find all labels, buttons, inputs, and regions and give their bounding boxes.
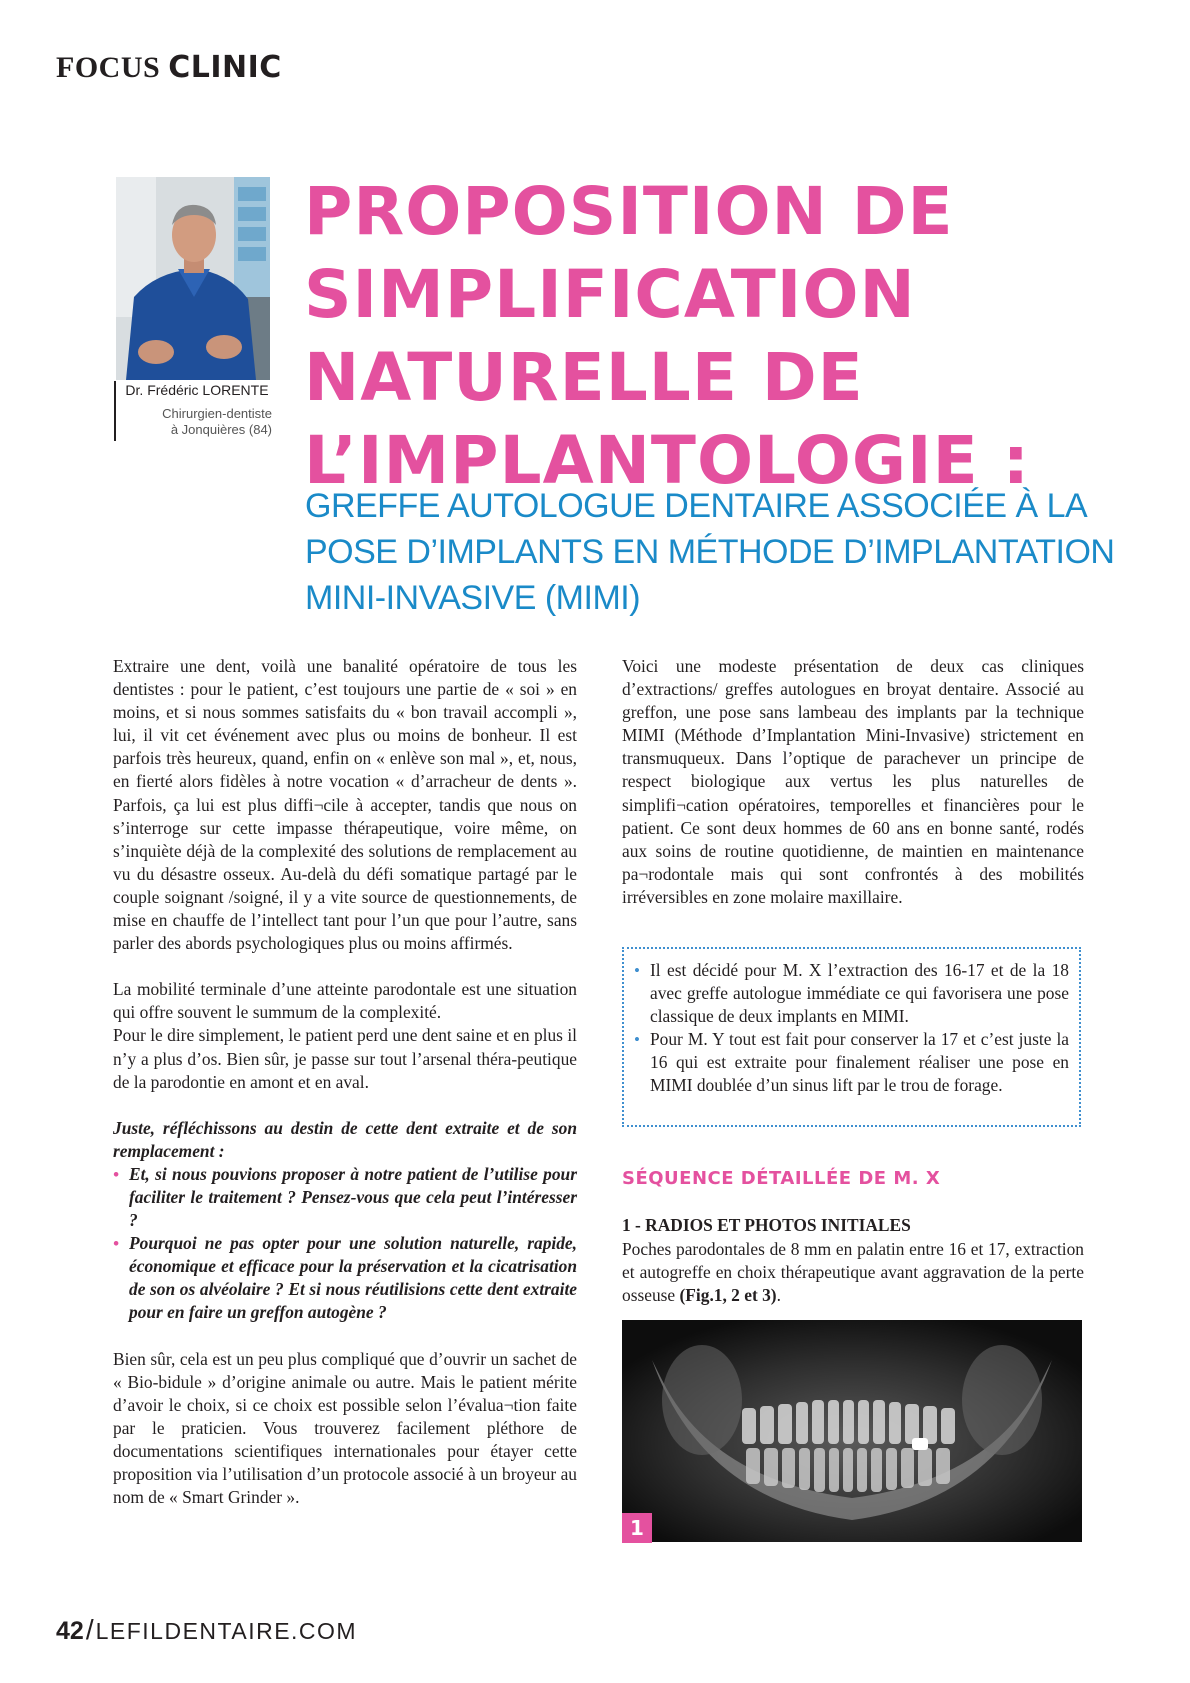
cases-list	[634, 959, 1069, 1098]
footer-slash: /	[85, 1614, 94, 1645]
site-name: LEFILDENTAIRE.COM	[95, 1618, 358, 1644]
question-text: Et, si nous pouvions proposer à notre patient de l’utilise pour faciliter le traitement ? Pensez-vous que cela peut l’intéresser ?	[129, 1163, 577, 1231]
rubric-clinic: CLINIC	[168, 50, 282, 85]
panoramic-xray-image	[622, 1320, 1082, 1542]
page-footer	[56, 1614, 357, 1646]
list-item	[634, 1028, 1069, 1097]
author-role	[122, 406, 272, 438]
subsection-body: Poches parodontales de 8 mm en palatin entre 16 et 17, extraction et autogreffe en choix thérapeutique avant aggravation de la perte osseuse	[622, 1239, 1084, 1306]
list-item	[113, 1232, 577, 1324]
section-heading: SÉQUENCE DÉTAILLÉE DE M. X	[622, 1168, 941, 1189]
subsection-heading: 1 - RADIOS ET PHOTOS INITIALES	[622, 1215, 911, 1235]
sentence-end: .	[776, 1285, 781, 1306]
simple-paragraph: Pour le dire simplement, le patient perd une dent saine et en plus il n’y a plus d’os. Bien sûr, je passe sur tout l’arsenal théra-peutique de la parodontie en amont et en aval.	[113, 1025, 577, 1092]
author-photo	[116, 177, 270, 380]
list-item	[113, 1163, 577, 1232]
grinder-paragraph: Bien sûr, cela est un peu plus compliqué que d’ouvrir un sachet de « Bio-bidule » d’origine animale ou autre. Mais le patient mérite d’avoir le choix, si ce choix est possible selon l’évalua¬tion faite par le praticien. Vous trouverez facilement pléthore de documentations scientifiques internationales pour étayer cette proposition via l’utilisation d’un protocole associé à un broyeur au nom de « Smart Grinder ».	[113, 1348, 577, 1508]
section-rubric	[56, 50, 282, 85]
rubric-focus: FOCUS	[56, 51, 161, 84]
author-location: à Jonquières (84)	[170, 422, 272, 437]
cases-box	[622, 947, 1081, 1127]
author-name: Dr. Frédéric LORENTE	[125, 382, 269, 398]
case-y-text: Pour M. Y tout est fait pour conserver la 17 et c’est juste la 16 qui est extraite pour finalement réaliser une pose en MIMI doublée d’un sinus lift par le trou de forage.	[650, 1029, 1069, 1096]
list-item	[634, 959, 1069, 1028]
cases-paragraph: Voici une modeste présentation de deux cas cliniques d’extractions/ greffes autologues en broyat dentaire. Associé au greffon, une pose sans lambeau des implants par la technique MIMI (Méthode d’Implantation Mini-Invasive) strictement en transmuqueux. Dans l’optique de parachever un principe de respect biologique aux vertus les plus naturelles de simplifi¬cation opératoires, temporelles et financières pour le patient. Ce sont deux hommes de 60 ans en bonne santé, rodés aux soins de routine quotidienne, de maintien en maintenance pa¬rodontale mais qui sont confrontés à des mobilités irréversibles en zone molaire maxillaire.	[622, 656, 1084, 907]
subsection-text	[622, 1238, 1084, 1307]
page-number: 42	[56, 1617, 84, 1645]
intro-paragraph: Extraire une dent, voilà une banalité opératoire de tous les dentistes : pour le patient, c’est toujours une partie de « soi » en moins, et si nous sommes satisfaits du « bon travail accompli », lui, il vit cet événement avec plus ou moins de bonheur. Il est parfois très heureux, quand, enfin on « enlève son mal », et, nous, en fierté alors fidèles à notre vocation « d’arracheur de dents ». Parfois, ça lui est plus diffi¬cile à accepter, tandis que nous on s’interroge sur cette impasse thérapeutique, voire même, on s’inquiète déjà de la complexité des solutions de remplacement au vu du désastre osseux. Au-delà du défi somatique partagé par le couple soignant /soigné, il y a vite source de questionnements, de mise en chauffe de l’intellect tant pour l’un que pour l’autre, sans parler des abords psychologiques plus ou moins affirmés.	[113, 656, 577, 954]
question-text: Pourquoi ne pas opter pour une solution naturelle, rapide, économique et efficace pour la préservation et la cicatrisation de son os alvéolaire ? Et si nous réutilisions cette dent extraite pour en faire un greffon autogène ?	[129, 1233, 577, 1323]
case-x-text: Il est décidé pour M. X l’extraction des 16-17 et de la 18 avec greffe autologue immédiate ce qui favorisera une pose classique de deux implants en MIMI.	[650, 960, 1069, 1027]
author-role-line: Chirurgien-dentiste	[162, 406, 272, 421]
left-column	[113, 655, 577, 1509]
article-title: PROPOSITION DE SIMPLIFICATION NATURELLE DE L’IMPLANTOLOGIE :	[304, 173, 1031, 499]
figure-reference: (Fig.1, 2 et 3)	[679, 1285, 777, 1306]
author-divider	[114, 381, 116, 441]
bullet-icon: •	[113, 1234, 119, 1254]
mobility-paragraph: La mobilité terminale d’une atteinte parodontale est une situation qui offre souvent le summum de la complexité.	[113, 979, 577, 1023]
bullet-icon: •	[113, 1164, 119, 1184]
article-subtitle: GREFFE AUTOLOGUE DENTAIRE ASSOCIÉE À LA POSE D’IMPLANTS EN MÉTHODE D’IMPLANTATION MINI-INVASIVE (MIMI)	[305, 487, 1115, 617]
figure-number-badge: 1	[622, 1513, 652, 1543]
question-intro: Juste, réfléchissons au destin de cette dent extraite et de son remplacement :	[113, 1117, 577, 1161]
bullet-icon: •	[634, 1030, 640, 1050]
right-column-intro	[622, 655, 1084, 909]
question-list	[113, 1163, 577, 1325]
bullet-icon: •	[634, 961, 640, 980]
